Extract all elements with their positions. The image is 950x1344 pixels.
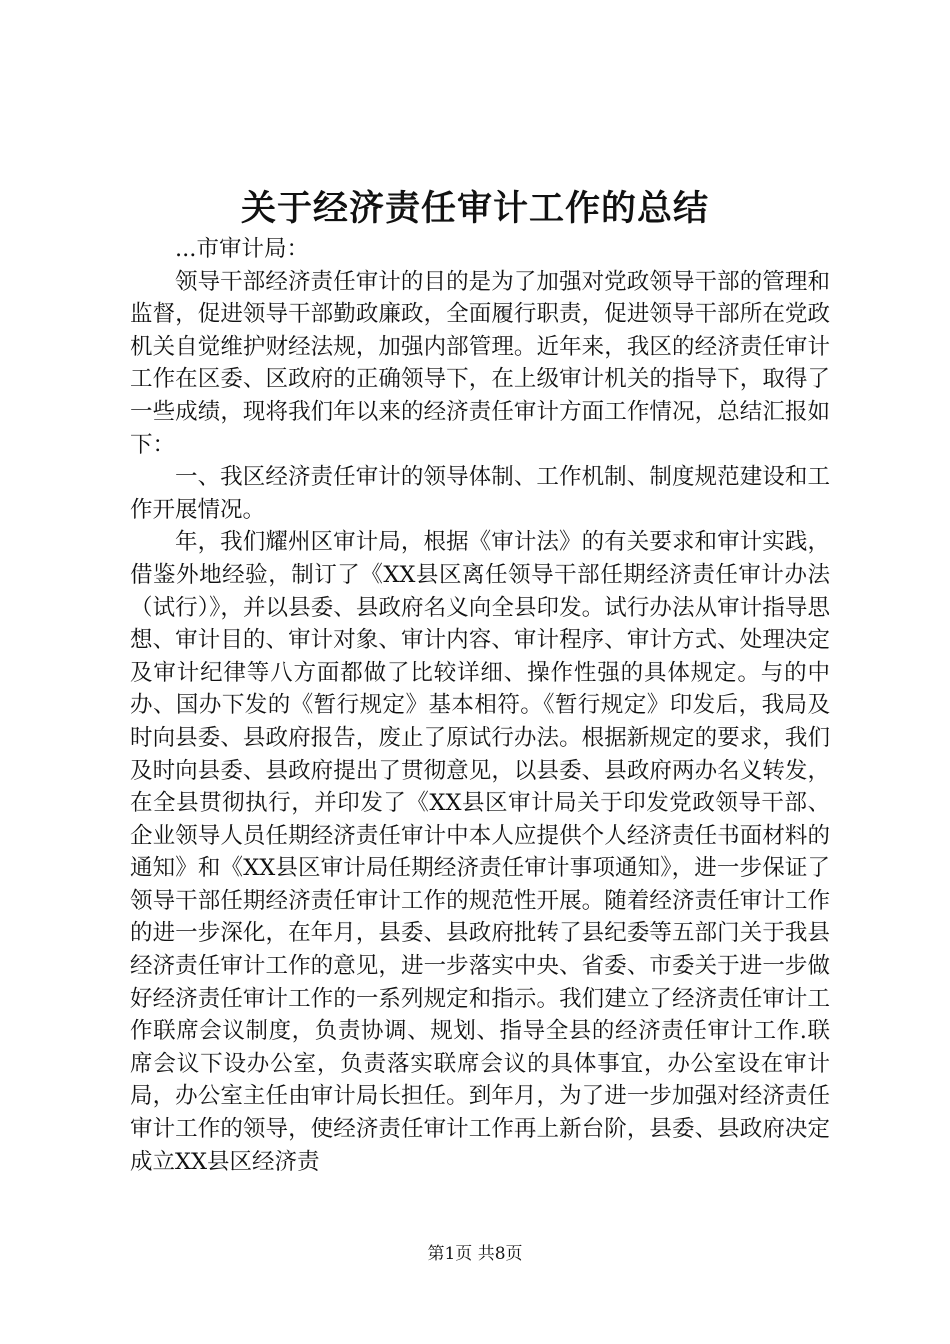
document-body <box>130 233 830 1178</box>
section-heading-1: 一、我区经济责任审计的领导体制、工作机制、制度规范建设和工作开展情况。 <box>130 464 830 523</box>
page-number-footer: 第1页 共8页 <box>427 1244 523 1264</box>
paragraph-intro: 领导干部经济责任审计的目的是为了加强对党政领导干部的管理和监督，促进领导干部勤政廉政，全面履行职责，促进领导干部所在党政机关自觉维护财经法规，加强内部管理。近年来，我区的经济责任审计工作在区委、区政府的正确领导下，在上级审计机关的指导下，取得了一些成绩，现将我们年以来的经济责任审计方面工作情况，总结汇报如下： <box>130 268 830 458</box>
salutation: ...市审计局： <box>175 236 309 262</box>
document-title: 关于经济责任审计工作的总结 <box>240 188 709 229</box>
paragraph-detail: 年，我们耀州区审计局，根据《审计法》的有关要求和审计实践，借鉴外地经验，制订了《XX县区离任领导干部任期经济责任审计办法（试行）》，并以县委、县政府名义向全县印发。试行办法从审计指导思想、审计目的、审计对象、审计内容、审计程序、审计方式、处理决定及审计纪律等八方面都做了比较详细、操作性强的具体规定。与的中办、国办下发的《暂行规定》基本相符。《暂行规定》印发后，我局及时向县委、县政府报告，废止了原试行办法。根据新规定的要求，我们及时向县委、县政府提出了贯彻意见，以县委、县政府两办名义转发，在全县贯彻执行，并印发了《XX县区审计局关于印发党政领导干部、企业领导人员任期经济责任审计中本人应提供个人经济责任书面材料的通知》和《XX县区审计局任期经济责任审计事项通知》，进一步保证了领导干部任期经济责任审计工作的规范性开展。随着经济责任审计工作的进一步深化，在年月，县委、县政府批转了县纪委等五部门关于我县经济责任审计工作的意见，进一步落实中央、省委、市委关于进一步做好经济责任审计工作的一系列规定和指示。我们建立了经济责任审计工作联席会议制度，负责协调、规划、指导全县的经济责任审计工作.联席会议下设办公室，负责落实联席会议的具体事宜，办公室设在审计局，办公室主任由审计局长担任。到年月，为了进一步加强对经济责任审计工作的领导，使经济责任审计工作再上新台阶，县委、县政府决定成立XX县区经济责 <box>130 529 830 1175</box>
